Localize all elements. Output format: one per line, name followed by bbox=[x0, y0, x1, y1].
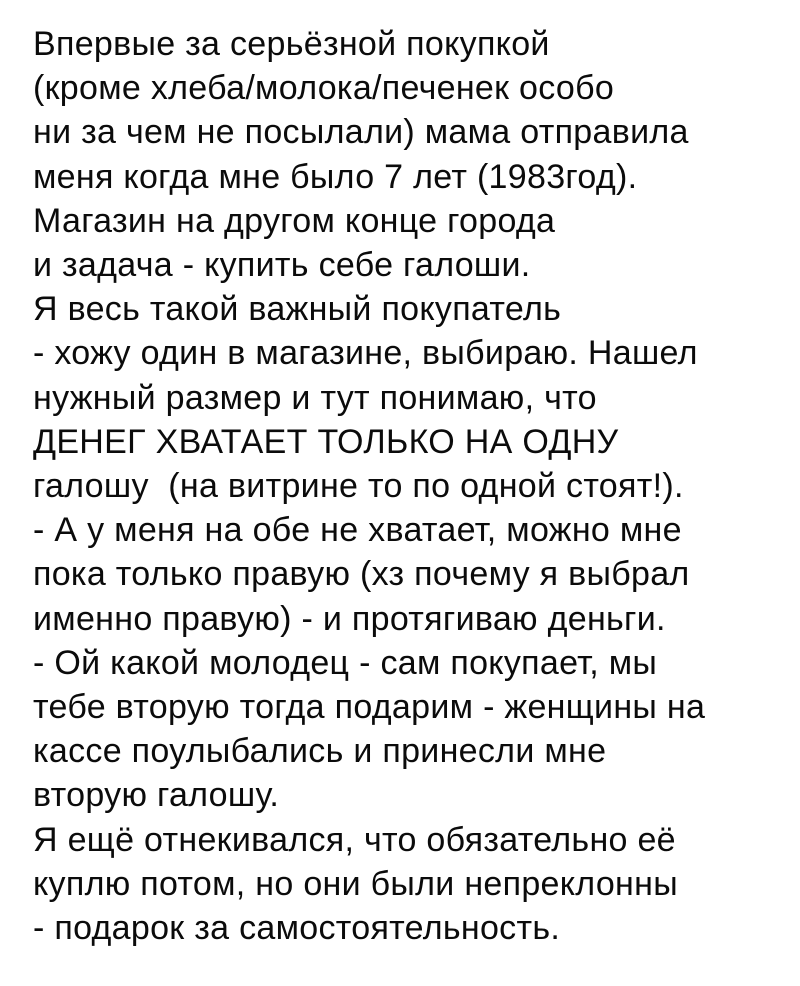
text-line: вторую галошу. bbox=[33, 776, 280, 815]
text-line: меня когда мне было 7 лет (1983год). bbox=[33, 157, 638, 196]
text-line: Я ещё отнекивался, что обязательно её bbox=[33, 820, 676, 859]
text-line: ДЕНЕГ ХВАТАЕТ ТОЛЬКО НА ОДНУ bbox=[33, 422, 619, 461]
text-line: кассе поулыбались и принесли мне bbox=[33, 732, 607, 771]
text-line: Я весь такой важный покупатель bbox=[33, 290, 562, 329]
text-line: (кроме хлеба/молока/печенек особо bbox=[33, 69, 615, 108]
text-line: тебе вторую тогда подарим - женщины на bbox=[33, 688, 706, 727]
text-line: галошу (на витрине то по одной стоят!). bbox=[33, 467, 684, 506]
text-line: и задача - купить себе галоши. bbox=[33, 246, 531, 285]
text-line: ни за чем не посылали) мама отправила bbox=[33, 113, 689, 152]
text-line: - А у меня на обе не хватает, можно мне bbox=[33, 511, 682, 550]
text-line: Впервые за серьёзной покупкой bbox=[33, 25, 550, 63]
text-line: куплю потом, но они были непреклонны bbox=[33, 864, 678, 903]
text-line: - Ой какой молодец - сам покупает, мы bbox=[33, 643, 658, 682]
text-line: - подарок за самостоятельность. bbox=[33, 909, 561, 948]
text-line: именно правую) - и протягиваю деньги. bbox=[33, 599, 666, 638]
text-line: нужный размер и тут понимаю, что bbox=[33, 378, 597, 417]
text-line: пока только правую (хз почему я выбрал bbox=[33, 555, 690, 594]
text-line: - хожу один в магазине, выбираю. Нашел bbox=[33, 334, 698, 373]
text-line: Магазин на другом конце города bbox=[33, 201, 556, 240]
